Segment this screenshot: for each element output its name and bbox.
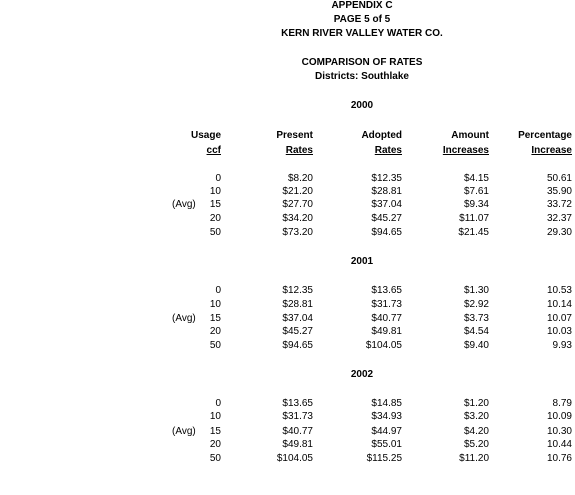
adopted-cell: $44.97 [371,426,402,437]
usage-cell: 15 [209,426,221,437]
amount-cell: $9.34 [463,199,489,210]
pct-cell: 50.61 [546,173,572,184]
adopted-cell: $12.35 [371,173,402,184]
usage-cell: 10 [209,411,221,422]
adopted-cell: $37.04 [371,199,402,210]
amount-cell: $7.61 [463,186,489,197]
usage-cell: 20 [209,326,221,337]
adopted-cell: $13.65 [371,285,402,296]
present-cell: $37.04 [282,313,313,324]
col-amount-header [443,128,489,158]
usage-cell: 15 [209,313,221,324]
amount-cell: $21.45 [458,227,489,238]
pct-cell: 29.30 [546,227,572,238]
usage-cell: 20 [209,439,221,450]
present-cell: $94.65 [282,340,313,351]
amount-cell: $9.40 [463,340,489,351]
company-name: KERN RIVER VALLEY WATER CO. [281,28,443,39]
amount-cell: $11.07 [459,213,489,224]
col-present-top: Present [276,130,313,141]
col-usage-bottom: ccf [206,145,221,156]
pct-cell: 10.30 [546,426,572,437]
col-usage-header [191,128,221,158]
amount-cell: $1.30 [463,285,489,296]
amount-cell: $4.20 [463,426,489,437]
pct-cell: 8.79 [552,398,572,409]
pct-cell: 10.07 [546,313,572,324]
present-cell: $28.81 [282,299,313,310]
pct-cell: 10.14 [546,299,572,310]
amount-cell: $3.73 [463,313,489,324]
adopted-cell: $104.05 [365,340,402,351]
adopted-cell: $94.65 [371,227,402,238]
col-amount-top: Amount [451,130,489,141]
pct-cell: 10.09 [546,411,572,422]
present-cell: $12.35 [282,285,313,296]
present-cell: $8.20 [287,173,313,184]
col-adopted-top: Adopted [361,130,402,141]
present-cell: $45.27 [282,326,313,337]
pct-cell: 33.72 [546,199,572,210]
pct-cell: 10.44 [546,439,572,450]
amount-cell: $1.20 [463,398,489,409]
adopted-cell: $45.27 [371,213,402,224]
pct-cell: 10.76 [546,453,572,464]
present-cell: $34.20 [282,213,313,224]
col-usage-top: Usage [190,130,221,141]
report-title: COMPARISON OF RATES [301,57,423,68]
usage-cell: 10 [209,299,221,310]
avg-label: (Avg) [172,313,196,324]
adopted-cell: $40.77 [371,313,402,324]
present-cell: $27.70 [282,199,313,210]
amount-cell: $3.20 [463,411,489,422]
col-amount-bottom: Increases [442,145,489,156]
amount-cell: $2.92 [463,299,489,310]
present-cell: $21.20 [282,186,313,197]
usage-cell: 20 [209,213,221,224]
adopted-cell: $34.93 [371,411,402,422]
pct-cell: 10.53 [546,285,572,296]
present-cell: $13.65 [282,398,313,409]
adopted-cell: $28.81 [371,186,402,197]
usage-cell: 50 [209,453,221,464]
usage-cell: 0 [215,285,221,296]
usage-cell: 0 [215,173,221,184]
avg-label: (Avg) [172,199,196,210]
amount-cell: $4.15 [463,173,489,184]
col-present-header [276,128,313,158]
year-heading-2000: 2000 [350,100,374,111]
usage-cell: 50 [209,227,221,238]
year-heading-2001: 2001 [350,256,374,267]
present-cell: $104.05 [276,453,313,464]
usage-cell: 50 [209,340,221,351]
appendix-title: APPENDIX C [331,0,393,11]
page-number: PAGE 5 of 5 [333,14,391,25]
usage-cell: 0 [215,398,221,409]
col-pct-header [518,128,572,158]
adopted-cell: $115.25 [366,453,402,464]
amount-cell: $5.20 [463,439,489,450]
present-cell: $49.81 [282,439,313,450]
col-pct-top: Percentage [518,130,572,141]
district-label: Districts: Southlake [315,71,409,82]
col-adopted-bottom: Rates [374,145,402,156]
pct-cell: 32.37 [546,213,572,224]
amount-cell: $4.54 [463,326,489,337]
adopted-cell: $49.81 [371,326,402,337]
present-cell: $73.20 [282,227,313,238]
year-heading-2002: 2002 [350,369,374,380]
adopted-cell: $31.73 [371,299,402,310]
pct-cell: 9.93 [552,340,572,351]
col-adopted-header [361,128,402,158]
pct-cell: 10.03 [546,326,572,337]
avg-label: (Avg) [172,426,196,437]
pct-cell: 35.90 [546,186,572,197]
col-pct-bottom: Increase [531,145,572,156]
adopted-cell: $55.01 [371,439,402,450]
col-present-bottom: Rates [285,145,313,156]
usage-cell: 10 [209,186,221,197]
present-cell: $31.73 [282,411,313,422]
adopted-cell: $14.85 [371,398,402,409]
amount-cell: $11.20 [459,453,489,464]
present-cell: $40.77 [282,426,313,437]
usage-cell: 15 [209,199,221,210]
